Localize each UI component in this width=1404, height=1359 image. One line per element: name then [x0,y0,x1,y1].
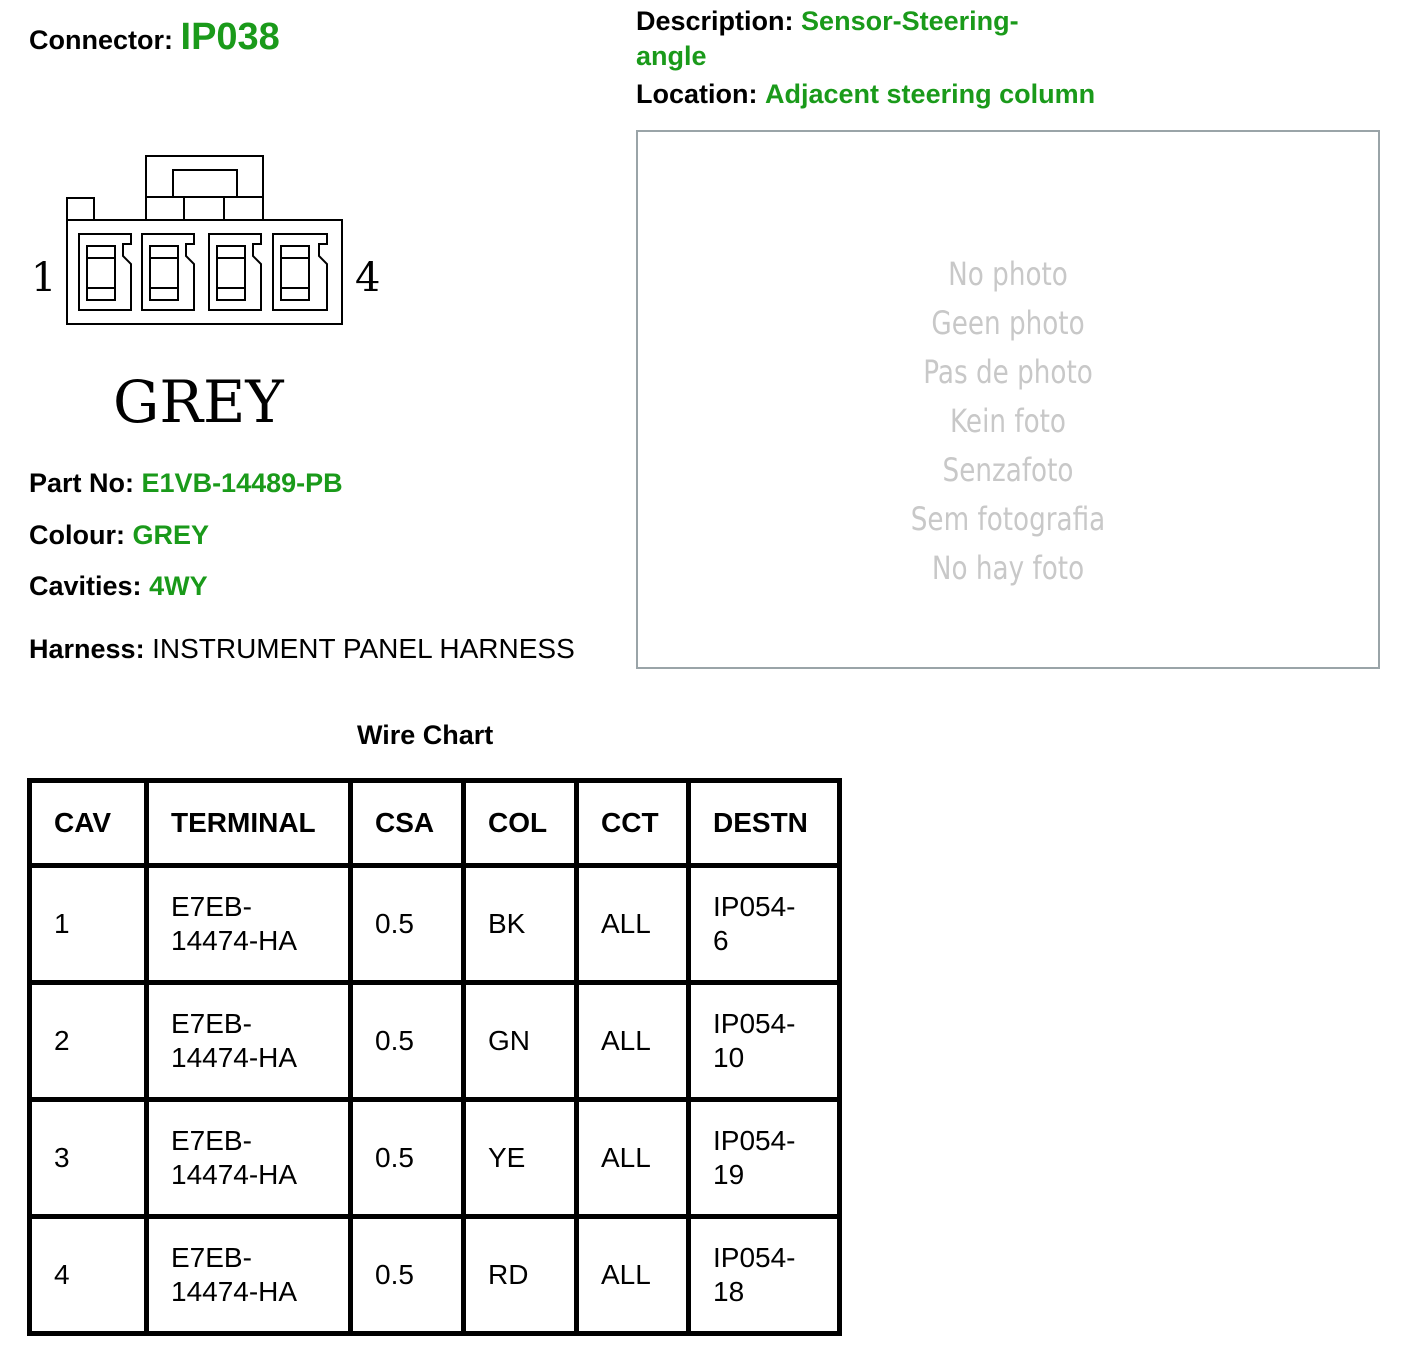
colour-label: Colour: [29,520,125,550]
photo-placeholder [636,130,1380,669]
connector-value: IP038 [180,16,280,58]
destn-line1: IP054- [713,891,796,922]
cell-csa: 0.5 [351,866,464,983]
header-csa: CSA [351,781,464,866]
terminal-line2: 14474-HA [171,1042,298,1073]
cell-cct: ALL [577,1100,689,1217]
terminal-line1: E7EB- [171,1008,252,1039]
photo-placeholder-text [705,250,1312,593]
cell-col: GN [464,983,577,1100]
cell-destn [689,983,840,1100]
cell-cct: ALL [577,983,689,1100]
cell-terminal [147,1100,351,1217]
terminal-line1: E7EB- [171,1125,252,1156]
cell-cav: 2 [30,983,147,1100]
header-cav: CAV [30,781,147,866]
cavities-value: 4WY [149,571,208,601]
cavity-3 [209,234,261,310]
no-photo-text: Geen photo [931,304,1085,342]
no-photo-text: No photo [948,255,1068,293]
cell-col: BK [464,866,577,983]
part-no-value: E1VB-14489-PB [141,468,343,498]
cavities-line [29,571,208,602]
connector-body [67,220,342,324]
table-header-row [30,781,840,866]
pin-label-right: 4 [355,255,381,301]
latch-outer [146,156,263,220]
colour-line [29,520,209,551]
cell-terminal [147,1217,351,1334]
no-photo-text: No hay foto [931,549,1085,587]
harness-label: Harness: [29,634,145,664]
table-row [30,1217,840,1334]
cell-terminal [147,866,351,983]
table-row [30,866,840,983]
destn-line2: 19 [713,1159,745,1190]
cell-csa: 0.5 [351,1217,464,1334]
description-label: Description: [636,6,794,36]
destn-line2: 6 [713,925,729,956]
cell-col: RD [464,1217,577,1334]
connector-label: Connector: [29,25,173,55]
cell-cct: ALL [577,1217,689,1334]
terminal-line1: E7EB- [171,891,252,922]
connector-line [29,16,280,59]
destn-line1: IP054- [713,1008,796,1039]
cavity-4 [273,234,327,310]
cell-csa: 0.5 [351,1100,464,1217]
cell-terminal [147,983,351,1100]
cell-col: YE [464,1100,577,1217]
no-photo-text: Pas de photo [923,353,1093,391]
cell-cct: ALL [577,866,689,983]
latch-inner [173,170,237,197]
wire-chart-title: Wire Chart [357,720,494,750]
location-label: Location: [636,79,758,109]
destn-line1: IP054- [713,1242,796,1273]
destn-line2: 18 [713,1276,745,1307]
harness-line [29,633,575,665]
wire-chart-table [27,778,842,1336]
cavities-label: Cavities: [29,571,142,601]
cell-destn [689,866,840,983]
cell-cav: 4 [30,1217,147,1334]
location-value: Adjacent steering column [765,79,1096,109]
header-terminal: TERMINAL [147,781,351,866]
diagram-colour-text: GREY [113,368,284,436]
connector-diagram [25,148,405,438]
no-photo-text: Senzafoto [942,451,1074,489]
cavity-1 [79,234,131,310]
terminal-line2: 14474-HA [171,1276,298,1307]
cell-cav: 3 [30,1100,147,1217]
cell-destn [689,1217,840,1334]
description-line [636,4,1106,74]
no-photo-text: Sem fotografia [910,500,1106,538]
part-no-label: Part No: [29,468,135,498]
cell-cav: 1 [30,866,147,983]
destn-line1: IP054- [713,1125,796,1156]
table-row [30,1100,840,1217]
terminal-line2: 14474-HA [171,1159,298,1190]
terminal-line2: 14474-HA [171,925,298,956]
description-value-line2: angle [636,41,707,71]
header-cct: CCT [577,781,689,866]
header-col: COL [464,781,577,866]
terminal-line1: E7EB- [171,1242,252,1273]
destn-line2: 10 [713,1042,745,1073]
colour-value: GREY [132,520,210,550]
header-destn: DESTN [689,781,840,866]
cell-csa: 0.5 [351,983,464,1100]
description-value-line1: Sensor-Steering- [801,6,1019,36]
harness-value: INSTRUMENT PANEL HARNESS [152,633,575,664]
table-row [30,983,840,1100]
cavity-2 [142,234,194,310]
cell-destn [689,1100,840,1217]
part-no-line [29,468,343,499]
no-photo-text: Kein foto [950,402,1066,440]
location-line [636,79,1095,110]
pin-label-left: 1 [31,255,57,301]
key-tab [67,198,94,220]
